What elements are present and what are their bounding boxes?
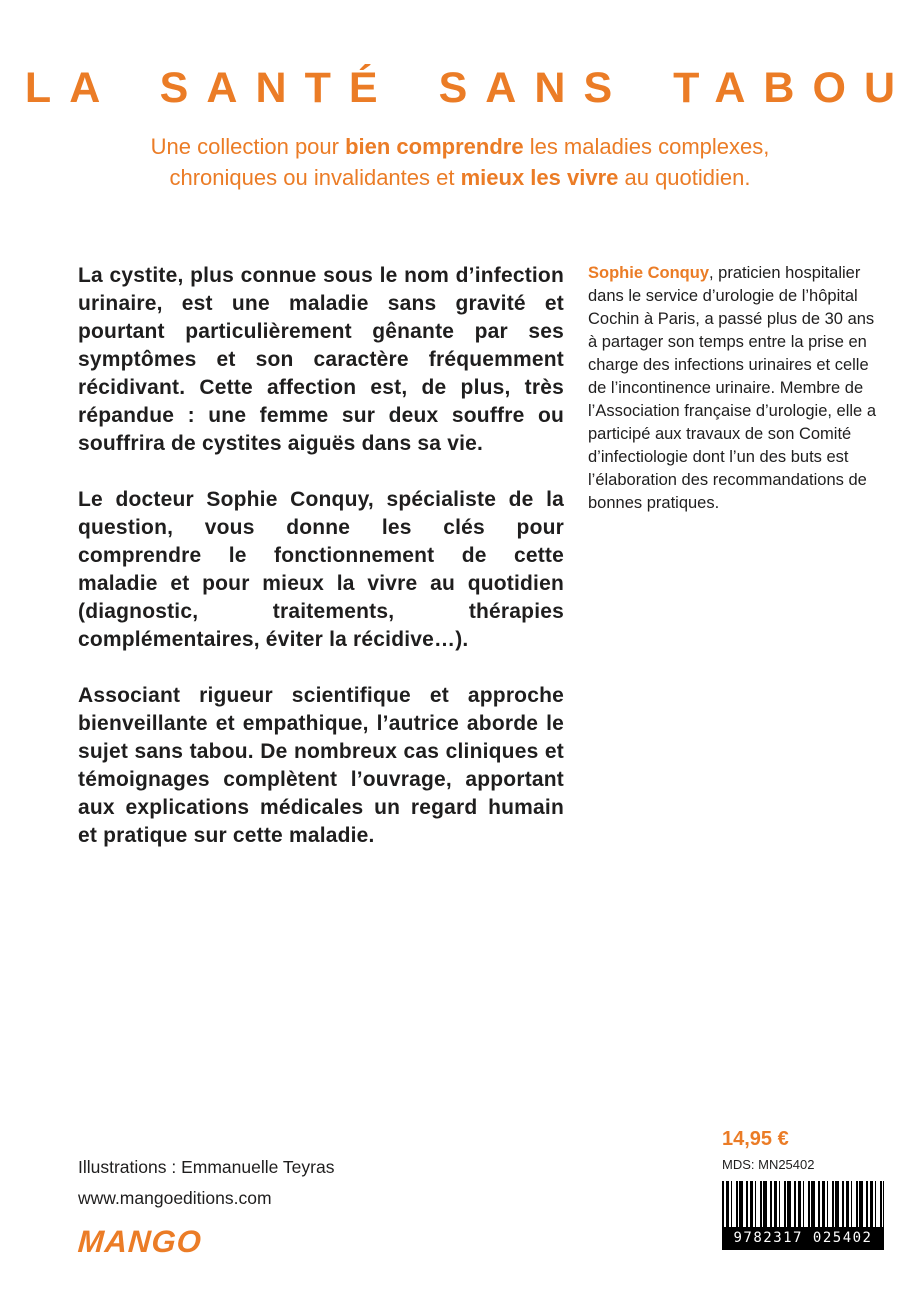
synopsis-paragraph: Le docteur Sophie Conquy, spécialiste de la question, vous donne les clés pour comprendre le fonctionnement de cette maladie et pour mieux la vivre au quotidien (diagnostic, traitements, thérapies complémentaires, éviter la récidive…).	[78, 488, 564, 651]
footer-right	[722, 1128, 884, 1250]
main-content	[78, 262, 884, 878]
collection-subtitle	[0, 131, 920, 193]
synopsis-column	[78, 262, 564, 878]
barcode	[722, 1181, 884, 1250]
collection-title: LA SANTÉ SANS TABOU	[24, 64, 914, 112]
synopsis-paragraph: Associant rigueur scientifique et approche bienveillante et empathique, l’autrice aborde le sujet sans tabou. De nombreux cas cliniques et témoignages complètent l’ouvrage, apportant aux explications médicales un regard humain et pratique sur cette maladie.	[78, 684, 564, 847]
subtitle-text: chroniques ou invalidantes et	[169, 165, 461, 190]
barcode-bars	[722, 1181, 884, 1227]
illustrations-credit: Illustrations : Emmanuelle Teyras	[78, 1157, 335, 1177]
author-bio-column	[588, 262, 884, 515]
subtitle-text: Une collection pour	[150, 134, 346, 159]
subtitle-bold-comprendre: bien comprendre	[345, 134, 524, 159]
subtitle-text: au quotidien.	[618, 165, 751, 190]
footer-left	[78, 1156, 334, 1260]
mds-code: MDS: MN25402	[722, 1157, 815, 1172]
author-bio-text: , praticien hospitalier dans le service d’urologie de l’hôpital Cochin à Paris, a passé plus de 30 ans à partager son temps entre la prise en charge des infections urinaires et celle de l’incontinence urinaire. Membre de l’Association française d’urologie, elle a participé aux travaux de son Comité d’infectiologie dont l’un des buts est l’élaboration des recommandations de bonnes pratiques.	[588, 264, 876, 512]
author-name: Sophie Conquy	[588, 264, 709, 282]
synopsis-paragraph: La cystite, plus connue sous le nom d’infection urinaire, est une maladie sans gravité et pourtant particulièrement gênante par ses symptômes et son caractère fréquemment récidivant. Cette affection est, de plus, très répandue : une femme sur deux souffre ou souffrira de cystites aiguës dans sa vie.	[78, 264, 564, 455]
publisher-website: www.mangoeditions.com	[78, 1188, 272, 1208]
price: 14,95 €	[722, 1128, 789, 1150]
barcode-number: 9782317 025402	[722, 1227, 884, 1250]
mango-logo: MANGO	[76, 1224, 204, 1259]
subtitle-bold-vivre: mieux les vivre	[460, 165, 619, 190]
subtitle-text: les maladies complexes,	[523, 134, 770, 159]
